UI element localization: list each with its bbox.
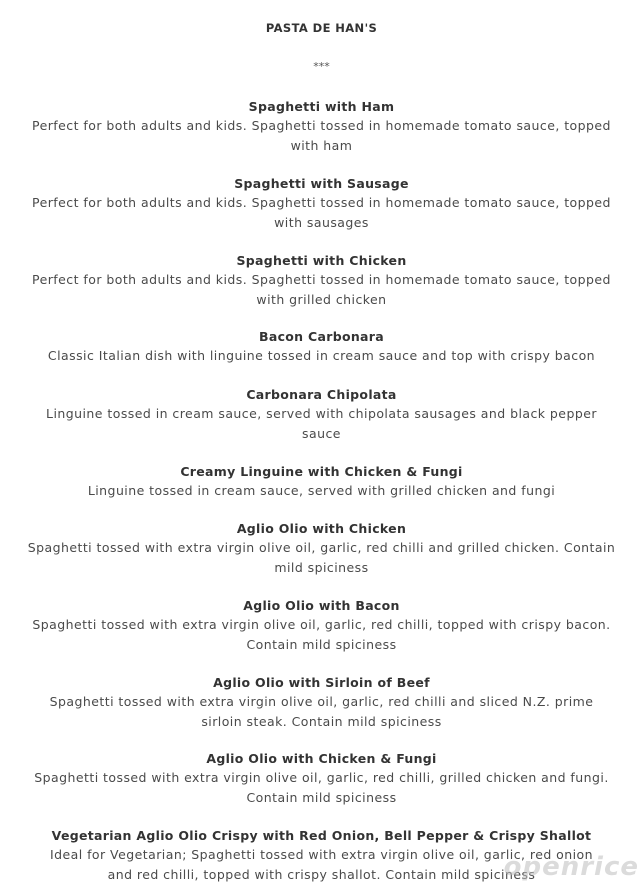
item-name: Spaghetti with Sausage xyxy=(234,176,409,191)
item-description: Perfect for both adults and kids. Spaghetti tossed in homemade tomato sauce, topped with sausages xyxy=(32,195,611,230)
item-description: Linguine tossed in cream sauce, served with chipolata sausages and black pepper sauce xyxy=(46,406,597,441)
menu-item-spaghetti-chicken xyxy=(0,251,643,309)
item-name: Aglio Olio with Chicken xyxy=(236,521,407,536)
menu-item-spaghetti-sausage xyxy=(0,174,643,232)
menu-item-aglio-olio-bacon xyxy=(0,596,643,654)
menu-item-carbonara-chipolata xyxy=(0,385,643,443)
item-description: Perfect for both adults and kids. Spaghetti tossed in homemade tomato sauce, topped with ham xyxy=(32,118,611,153)
item-name: Aglio Olio with Sirloin of Beef xyxy=(213,675,430,690)
item-name: Creamy Linguine with Chicken & Fungi xyxy=(180,464,463,479)
item-description: Perfect for both adults and kids. Spaghetti tossed in homemade tomato sauce, topped with grilled chicken xyxy=(32,272,611,307)
item-name: Vegetarian Aglio Olio Crispy with Red Onion, Bell Pepper & Crispy Shallot xyxy=(51,828,592,843)
menu-item-creamy-linguine xyxy=(0,462,643,501)
item-description: Spaghetti tossed with extra virgin olive oil, garlic, red chilli and grilled chicken. Contain mild spiciness xyxy=(27,540,616,575)
item-description: Linguine tossed in cream sauce, served with grilled chicken and fungi xyxy=(87,483,556,498)
item-name: Aglio Olio with Chicken & Fungi xyxy=(206,751,437,766)
item-description: Ideal for Vegetarian; Spaghetti tossed with extra virgin olive oil, garlic, red onion and red chilli, topped with crispy shallot. Contain mild spiciness xyxy=(49,847,594,882)
menu-title: PASTA DE HAN'S xyxy=(265,21,378,35)
item-name: Carbonara Chipolata xyxy=(246,387,397,402)
item-description: Spaghetti tossed with extra virgin olive oil, garlic, red chilli, grilled chicken and fungi. Contain mild spiciness xyxy=(34,770,609,805)
menu-item-bacon-carbonara xyxy=(0,327,643,366)
menu-divider: *** xyxy=(313,60,330,73)
item-description: Spaghetti tossed with extra virgin olive oil, garlic, red chilli and sliced N.Z. prime sirloin steak. Contain mild spiciness xyxy=(49,694,594,729)
menu-item-aglio-olio-chicken-fungi xyxy=(0,749,643,807)
menu-item-aglio-olio-chicken xyxy=(0,519,643,577)
item-description: Classic Italian dish with linguine tossed in cream sauce and top with crispy bacon xyxy=(47,348,596,363)
menu-item-spaghetti-ham xyxy=(0,97,643,155)
openrice-watermark-logo: openrice xyxy=(503,852,639,882)
item-name: Bacon Carbonara xyxy=(259,329,384,344)
menu-item-aglio-olio-beef xyxy=(0,673,643,731)
item-name: Aglio Olio with Bacon xyxy=(243,598,400,613)
item-name: Spaghetti with Ham xyxy=(248,99,395,114)
item-description: Spaghetti tossed with extra virgin olive oil, garlic, red chilli, topped with crispy bacon. Contain mild spiciness xyxy=(32,617,611,652)
item-name: Spaghetti with Chicken xyxy=(236,253,407,268)
